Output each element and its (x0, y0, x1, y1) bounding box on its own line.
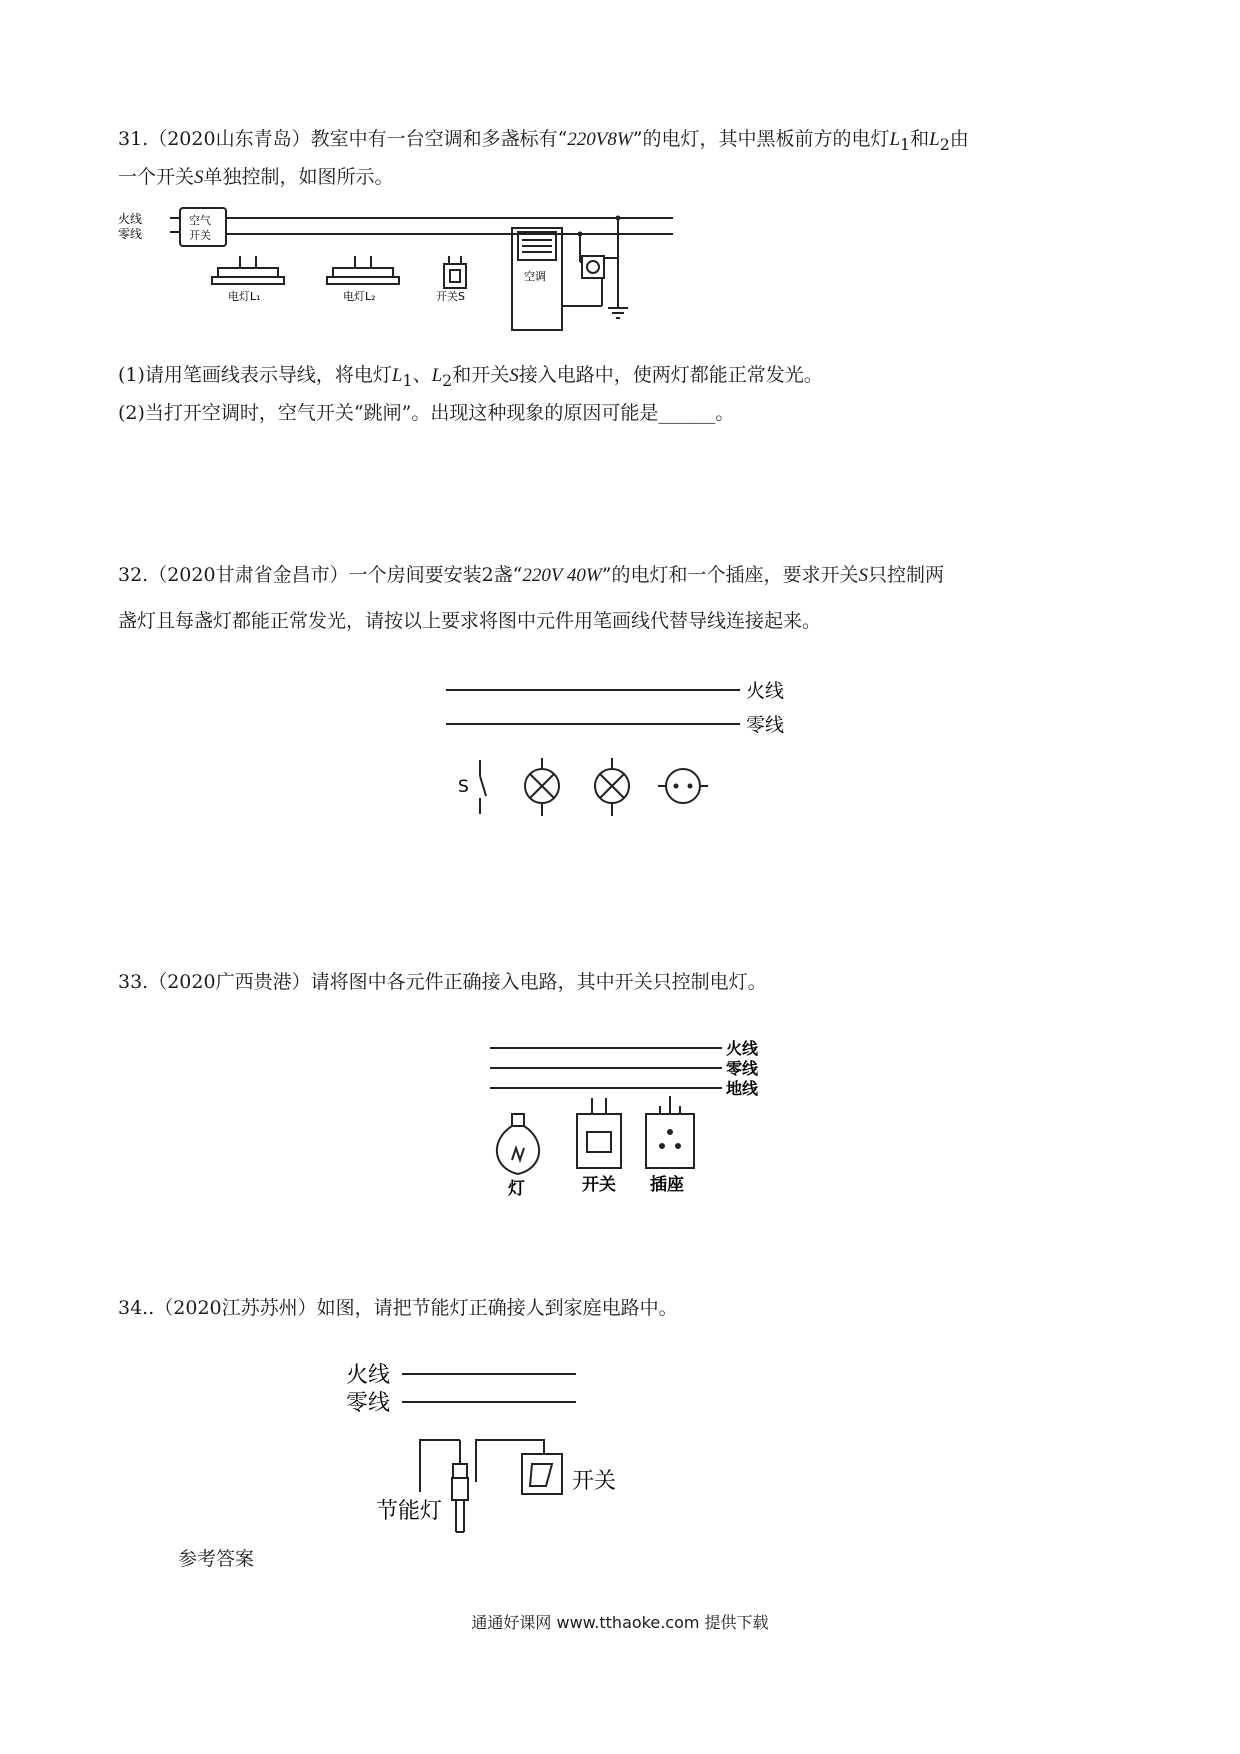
q31-part1-text: 和开关 (452, 364, 510, 386)
q31-text: 单独控制，如图所示。 (203, 166, 394, 188)
q31-part1-s: S (509, 365, 519, 386)
q32-rating: 220V 40W (522, 565, 602, 586)
q31-part2: (2)当打开空调时，空气开关“跳闸”。出现这种现象的原因可能是______。 (118, 402, 735, 424)
q32-source: （2020甘肃省金昌市） (148, 564, 349, 586)
answer-heading: 参考答案 (178, 1548, 255, 1570)
q32-text: ”的电灯和一个插座，要求开关 (601, 564, 859, 586)
q31-breaker-label-2: 开关 (189, 229, 211, 242)
q31-neutral-label: 零线 (118, 227, 143, 241)
q31-part1-text: 、 (412, 364, 432, 386)
q31-part1-text: (1)请用笔画线表示导线，将电灯 (118, 364, 392, 386)
q31-figure (118, 196, 678, 340)
q32-number: 32. (118, 564, 149, 586)
q34-neutral-label: 零线 (346, 1391, 391, 1416)
q31-lamp1-label: 电灯L₁ (228, 290, 261, 303)
q34-number: 34.. (118, 1297, 155, 1319)
q31-live-label: 火线 (118, 212, 143, 226)
q33-switch-label: 开关 (582, 1175, 616, 1195)
q31-part1-l2-sub: 2 (442, 370, 453, 390)
q31-text: 教室中有一台空调和多盏标有“ (310, 128, 568, 150)
q34-line (118, 1289, 678, 1327)
q31-s: S (194, 167, 204, 188)
q32-line1 (118, 556, 944, 595)
q31-lamp2-label: 电灯L₂ (343, 290, 376, 303)
q33-lamp-label: 灯 (508, 1179, 525, 1199)
q31-l2: L (929, 129, 940, 150)
q31-text: 一个开关 (118, 166, 195, 188)
q31-number: 31. (118, 128, 149, 150)
q31-text: 和 (910, 128, 930, 150)
q31-l1: L (889, 129, 901, 150)
q32-s: S (858, 565, 868, 586)
q34-switch-label: 开关 (572, 1469, 617, 1494)
q34-live-label: 火线 (346, 1363, 391, 1388)
q31-part1-l2: L (431, 365, 443, 386)
q33-text: （2020广西贵港）请将图中各元件正确接入电路，其中开关只控制电灯。 (148, 971, 767, 993)
q31-text: ”的电灯，其中黑板前方的电灯 (632, 128, 890, 150)
q31-l1-sub: 1 (900, 134, 911, 154)
q31-line2 (118, 158, 394, 197)
q34-text: （2020江苏苏州）如图，请把节能灯正确接人到家庭电路中。 (154, 1297, 678, 1319)
q31-text: 由 (949, 128, 969, 150)
q32-line2: 盏灯且每盏灯都能正常发光，请按以上要求将图中元件用笔画线代替导线连接起来。 (118, 610, 822, 632)
q32-text: 一个房间要安装2盏“ (348, 564, 523, 586)
q33-figure (482, 1036, 802, 1210)
q31-rating: 220V8W (567, 129, 633, 150)
q31-l2-sub: 2 (939, 134, 950, 154)
q33-number: 33. (118, 971, 149, 993)
q32-text: 只控制两 (867, 564, 944, 586)
q33-line (118, 963, 767, 1001)
q31-part1-l1-sub: 1 (402, 370, 413, 390)
q34-figure (340, 1352, 640, 1546)
q33-ground-label: 地线 (726, 1079, 759, 1098)
q33-socket-label: 插座 (650, 1175, 684, 1195)
q31-source: （2020山东青岛） (148, 128, 311, 150)
q31-switch-label: 开关S (436, 290, 465, 303)
q32-neutral-label: 零线 (746, 714, 785, 736)
q34-lamp-label: 节能灯 (376, 1499, 443, 1524)
q31-ac-label: 空调 (524, 270, 546, 283)
q32-figure (440, 664, 820, 838)
q32-switch-label: S (458, 777, 469, 797)
q31-part1-l1: L (391, 365, 403, 386)
page-footer: 通通好课网 www.tthaoke.com 提供下载 (471, 1613, 769, 1632)
q33-live-label: 火线 (726, 1039, 759, 1058)
q33-neutral-label: 零线 (726, 1059, 759, 1078)
q32-live-label: 火线 (746, 680, 785, 702)
q31-breaker-label-1: 空气 (189, 214, 211, 227)
q31-part1-text: 接入电路中，使两灯都能正常发光。 (518, 364, 823, 386)
